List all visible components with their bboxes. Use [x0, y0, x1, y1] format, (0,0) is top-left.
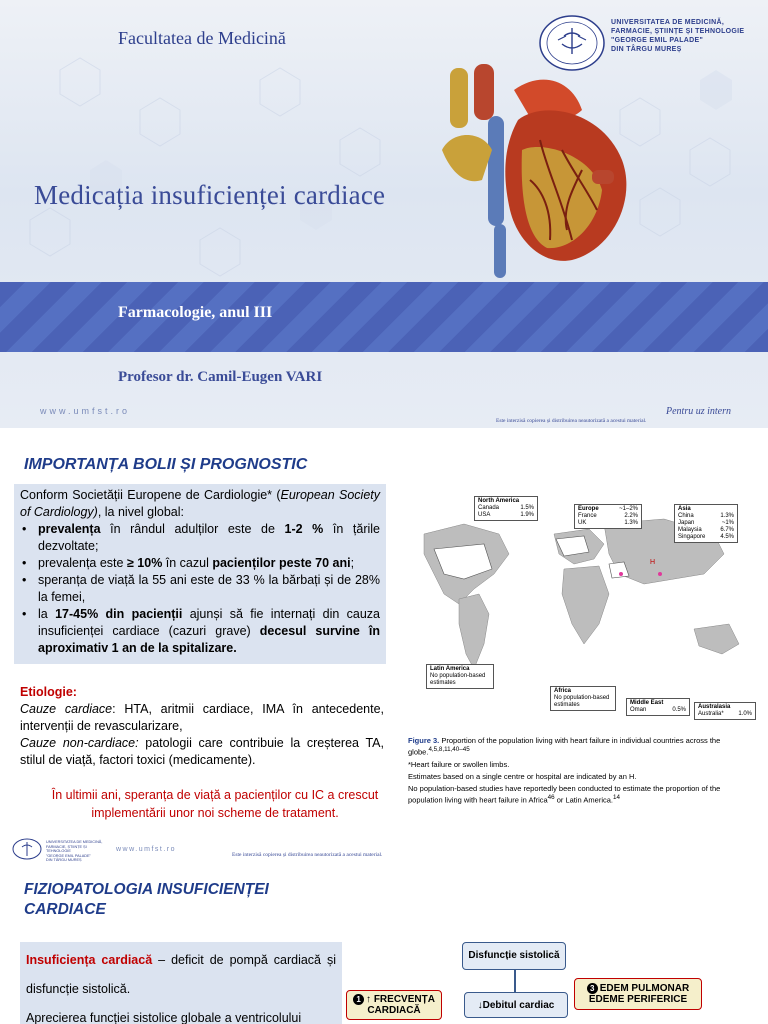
university-name-small: UNIVERSITATEA DE MEDICINĂ, FARMACIE, ȘTIINȚE ȘI TEHNOLOGIE "GEORGE EMIL PALADE" DIN TÂRGU MUREȘ — [46, 840, 103, 862]
heart-failure-world-map — [404, 494, 758, 734]
flow-arrow — [514, 970, 516, 992]
systolic-dysfunction-box: Disfuncție sistolică — [462, 942, 566, 970]
etiology-section — [20, 684, 384, 769]
pathophysiology-slide — [0, 862, 768, 1024]
prognosis-slide — [0, 428, 768, 860]
map-box-north-america: North America Canada 1.5% USA 1.9% — [474, 496, 538, 521]
heart-rate-box: 1 ↑ FRECVENȚA CARDIACĂ — [346, 990, 442, 1020]
map-box-middle-east: Middle East Oman 0.5% — [626, 698, 690, 716]
slide-heading: FIZIOPATOLOGIA INSUFICIENȚEI CARDIACE — [24, 881, 269, 918]
cardiac-causes: Cauze cardiace: HTA, aritmii cardiace, IMA în antecedente, intervenții de revascularizare, — [20, 702, 384, 733]
map-box-latin-america: Latin America No population-based estimates — [426, 664, 494, 689]
subtitle-band — [0, 282, 768, 352]
figure-caption: Figure 3. Proportion of the population living with heart failure in individual countries across the globe.$^{4,5,8,11,40-45}$ *Heart failure or swollen limbs. Estimates based on a single centre or hospital are indicated by an H. No population-based studies have reportedly been conducted to estimate the proportion of the population living with heart failure in Africa$^{46}$ or Latin America.$^{14}$ — [408, 736, 721, 804]
copyright-note: Este interzisă copierea și distribuirea neautorizată a acestui material. — [496, 418, 647, 424]
edema-box: 3 EDEM PULMONAR EDEME PERIFERICE — [574, 978, 702, 1010]
prognosis-list — [20, 521, 380, 657]
list-item: • prevalența în rândul adulților este de 1-2 % în țările dezvoltate; — [20, 521, 380, 555]
step-number: 1 — [353, 994, 364, 1005]
definition-box: Insuficiența cardiacă – deficit de pompă cardiacă și disfuncție sistolică. Aprecierea funcției sistolice globale a ventricolului — [20, 942, 342, 1024]
map-box-africa: Africa No population-based estimates — [550, 686, 616, 711]
map-box-asia: Asia China 1.3% Japan ~1% Malaysia 6.7% Singapore 4.5% — [674, 504, 738, 543]
faculty-name: Facultatea de Medicină — [118, 28, 286, 48]
professor-name: Profesor dr. Camil-Eugen VARI — [118, 369, 323, 385]
list-item: • speranța de viață la 55 ani este de 33 % la bărbați și de 28% la femei, — [20, 572, 380, 606]
title-slide — [0, 0, 768, 428]
course-subtitle: Farmacologie, anul III — [118, 304, 273, 321]
map-box-australasia: Australasia Australia* 1.0% — [694, 702, 756, 720]
internal-use-label: Pentru uz intern — [666, 406, 731, 417]
esc-summary-box: Conform Societății Europene de Cardiologie* (European Society of Cardiology), la nivel global: • prevalența în rândul adulților este de 1-2 % în țările dezvoltate; • prevalența este ≥ 10% în cazul pacienților peste 70 ani; • speranța de viață la 55 ani este de 33 % la bărbați și de 28% la femei, • la 17-45% din pacienții ajunși să fie internați din cauza insuficienței cardiace (cazuri grave) decesul survine în aproximativ 1 an de la spitalizare. — [14, 484, 386, 664]
heart-illustration — [422, 60, 642, 282]
survival-note: În ultimii ani, speranța de viață a pacienților cu IC a crescut implementării unor noi scheme de tratament. — [51, 788, 379, 820]
slide-heading: IMPORTANȚA BOLII ȘI PROGNOSTIC — [24, 456, 308, 473]
step-number: 3 — [587, 983, 598, 994]
etiology-heading: Etiologie: — [20, 685, 77, 699]
hospital-marker: H — [650, 559, 656, 566]
hexagon-pattern — [0, 50, 768, 282]
copyright-note-footer: Este interzisă copierea și distribuirea neautorizată a acestui material. — [232, 852, 383, 858]
website-url[interactable]: www.umfst.ro — [40, 406, 131, 416]
university-name: UNIVERSITATEA DE MEDICINĂ, FARMACIE, ȘTIINȚE ȘI TEHNOLOGIE "GEORGE EMIL PALADE" DIN TÂRGU MUREȘ — [611, 19, 745, 53]
university-logo-icon — [12, 838, 42, 860]
map-box-europe: Europe ~1–2% France 2.2% UK 1.3% — [574, 504, 642, 529]
cardiac-output-box: ↓Debitul cardiac — [464, 992, 568, 1018]
list-item: • la 17-45% din pacienții ajunși să fie internați din cauza insuficienței cardiace (cazuri grave) decesul survine în aproximativ 1 an de la spitalizare. — [20, 606, 380, 657]
list-item: • prevalența este ≥ 10% în cazul pacienților peste 70 ani; — [20, 555, 380, 572]
noncardiac-causes: Cauze non-cardiace: patologii care contribuie la creșterea TA, stilul de viață, factori toxici (medicamente). — [20, 736, 384, 767]
website-url-footer[interactable]: www.umfst.ro — [116, 846, 177, 853]
presentation-title: Medicația insuficienței cardiace — [34, 180, 386, 210]
